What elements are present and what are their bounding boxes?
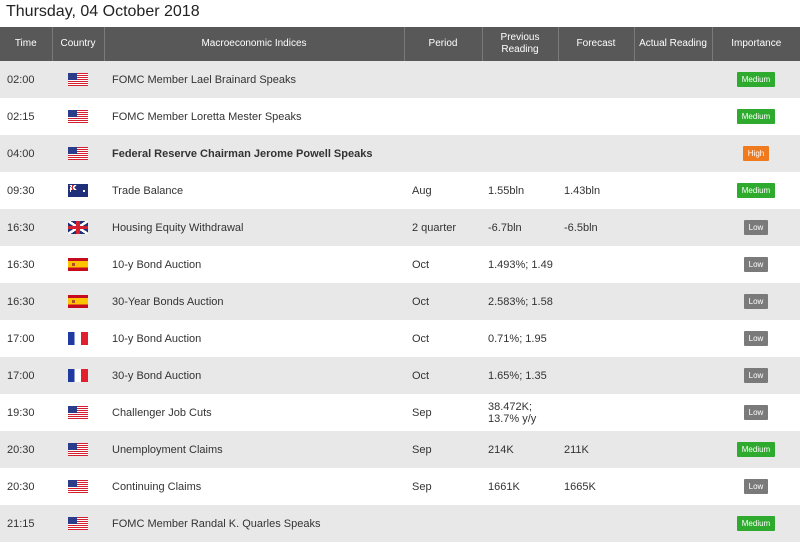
actual-reading [634,394,712,431]
forecast-value [558,98,634,135]
actual-reading [634,98,712,135]
event-time: 21:15 [0,505,52,542]
previous-reading: -6.7bln [482,209,558,246]
importance-badge: Low [744,257,769,272]
importance-badge: Low [744,331,769,346]
es-flag-icon [68,258,88,271]
us-flag-icon [68,73,88,86]
event-period: Oct [404,246,482,283]
event-name[interactable]: FOMC Member Lael Brainard Speaks [104,61,404,98]
us-flag-icon [68,443,88,456]
forecast-value: 1.43bln [558,172,634,209]
event-time: 16:30 [0,246,52,283]
event-period [404,61,482,98]
event-period: Oct [404,320,482,357]
event-period: 2 quarter [404,209,482,246]
previous-reading: 1661K [482,468,558,505]
actual-reading [634,135,712,172]
event-name[interactable]: 30-Year Bonds Auction [104,283,404,320]
table-row[interactable] [0,172,800,209]
forecast-value [558,246,634,283]
column-header-indices: Macroeconomic Indices [104,27,404,61]
actual-reading [634,61,712,98]
event-period: Oct [404,283,482,320]
importance-badge: Low [744,220,769,235]
event-name[interactable]: Housing Equity Withdrawal [104,209,404,246]
event-name[interactable]: Continuing Claims [104,468,404,505]
column-header-previous: Previous Reading [482,27,558,61]
event-name[interactable]: Unemployment Claims [104,431,404,468]
economic-calendar-table [0,27,800,542]
forecast-value [558,283,634,320]
previous-reading [482,135,558,172]
previous-reading: 1.493%; 1.49 [482,246,558,283]
event-time: 20:30 [0,468,52,505]
event-time: 16:30 [0,209,52,246]
importance-badge: Low [744,294,769,309]
importance-badge: Medium [737,442,775,457]
page-title: Thursday, 04 October 2018 [6,3,200,20]
event-name[interactable]: Federal Reserve Chairman Jerome Powell Speaks [104,135,404,172]
fr-flag-icon [68,332,88,345]
event-name[interactable]: 30-y Bond Auction [104,357,404,394]
es-flag-icon [68,295,88,308]
event-time: 19:30 [0,394,52,431]
table-row[interactable] [0,98,800,135]
actual-reading [634,320,712,357]
event-name[interactable]: 10-y Bond Auction [104,246,404,283]
us-flag-icon [68,110,88,123]
table-row[interactable] [0,320,800,357]
event-time: 09:30 [0,172,52,209]
actual-reading [634,505,712,542]
importance-badge: Low [744,368,769,383]
importance-badge: Low [744,479,769,494]
table-row[interactable] [0,505,800,542]
event-period: Sep [404,394,482,431]
importance-badge: Medium [737,183,775,198]
table-row[interactable] [0,246,800,283]
event-name[interactable]: FOMC Member Loretta Mester Speaks [104,98,404,135]
table-row[interactable] [0,135,800,172]
forecast-value [558,394,634,431]
actual-reading [634,431,712,468]
column-header-time: Time [0,27,52,61]
column-header-period: Period [404,27,482,61]
actual-reading [634,246,712,283]
forecast-value [558,320,634,357]
us-flag-icon [68,406,88,419]
actual-reading [634,209,712,246]
column-header-actual: Actual Reading [634,27,712,61]
importance-badge: High [743,146,769,161]
previous-reading [482,61,558,98]
actual-reading [634,468,712,505]
table-row[interactable] [0,468,800,505]
event-time: 16:30 [0,283,52,320]
event-name[interactable]: Trade Balance [104,172,404,209]
event-time: 02:00 [0,61,52,98]
fr-flag-icon [68,369,88,382]
table-row[interactable] [0,431,800,468]
event-name[interactable]: 10-y Bond Auction [104,320,404,357]
column-header-country: Country [52,27,104,61]
column-header-importance: Importance [712,27,800,61]
importance-badge: Medium [737,72,775,87]
event-time: 17:00 [0,357,52,394]
previous-reading: 2.583%; 1.58 [482,283,558,320]
importance-badge: Medium [737,516,775,531]
forecast-value [558,61,634,98]
previous-reading: 1.55bln [482,172,558,209]
importance-badge: Medium [737,109,775,124]
forecast-value: 211K [558,431,634,468]
au-flag-icon [68,184,88,197]
event-name[interactable]: Challenger Job Cuts [104,394,404,431]
forecast-value [558,135,634,172]
event-period: Sep [404,431,482,468]
column-header-forecast: Forecast [558,27,634,61]
forecast-value: 1665K [558,468,634,505]
event-period [404,505,482,542]
forecast-value: -6.5bln [558,209,634,246]
gb-flag-icon [68,221,88,234]
event-time: 20:30 [0,431,52,468]
table-header-row [0,27,800,61]
previous-reading: 1.65%; 1.35 [482,357,558,394]
event-period: Oct [404,357,482,394]
actual-reading [634,283,712,320]
previous-reading: 214K [482,431,558,468]
table-row[interactable] [0,209,800,246]
previous-reading: 38.472K; 13.7% y/y [482,394,558,431]
table-row[interactable] [0,61,800,98]
importance-badge: Low [744,405,769,420]
previous-reading: 0.71%; 1.95 [482,320,558,357]
forecast-value [558,357,634,394]
event-period: Sep [404,468,482,505]
actual-reading [634,357,712,394]
forecast-value [558,505,634,542]
actual-reading [634,172,712,209]
event-name[interactable]: FOMC Member Randal K. Quarles Speaks [104,505,404,542]
us-flag-icon [68,480,88,493]
previous-reading [482,505,558,542]
previous-reading [482,98,558,135]
event-time: 04:00 [0,135,52,172]
us-flag-icon [68,147,88,160]
table-row[interactable] [0,394,800,431]
event-time: 02:15 [0,98,52,135]
table-row[interactable] [0,283,800,320]
event-period [404,98,482,135]
us-flag-icon [68,517,88,530]
table-row[interactable] [0,357,800,394]
event-period: Aug [404,172,482,209]
event-time: 17:00 [0,320,52,357]
event-period [404,135,482,172]
